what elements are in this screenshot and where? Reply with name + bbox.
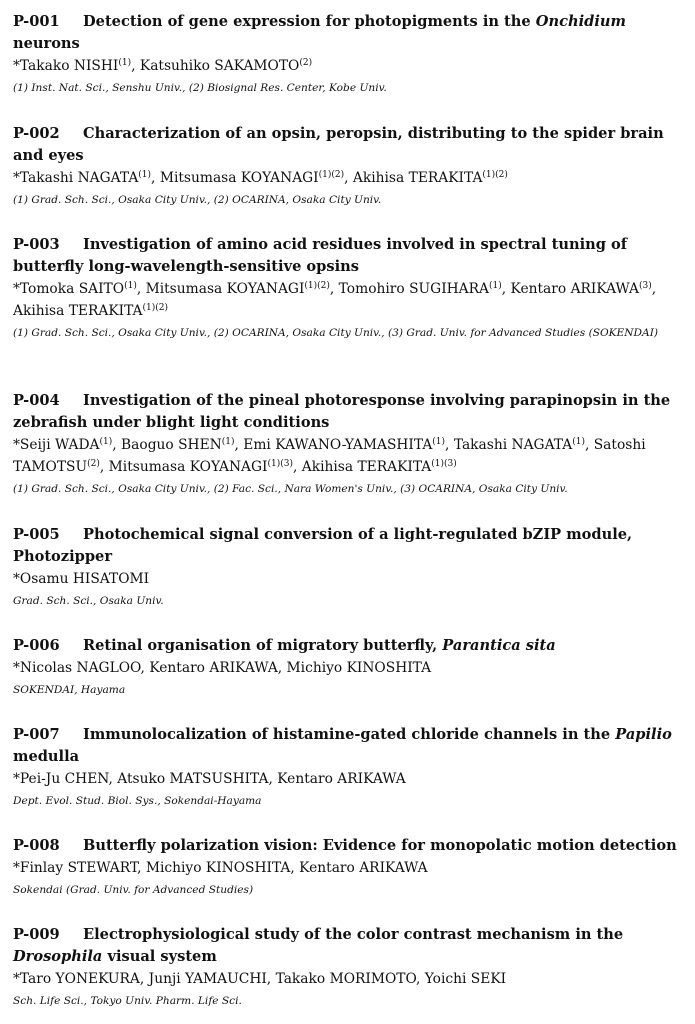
text-segment: *Seiji WADA [13,437,100,453]
text-segment: , Mitsumasa KOYANAGI [151,170,319,186]
text-segment: *Takako NISHI [13,58,119,74]
affiliation-marker: (1)(2) [142,303,169,313]
entry-code: P-006 [13,637,60,654]
text-segment: *Osamu HISATOMI [13,571,150,587]
entry-code: P-004 [13,392,60,409]
italic-term: Parantica sita [442,637,556,654]
entry-code: P-008 [13,837,60,854]
entry-title [13,635,685,657]
affiliation-marker: (1) [221,437,235,447]
entry-affiliation: (1) Grad. Sch. Sci., Osaka City Univ., (2) OCARINA, Osaka City Univ. [13,194,382,206]
title-text [13,13,626,52]
entry-p-002 [13,123,685,211]
entry-code: P-003 [13,236,60,253]
text-segment: *Finlay STEWART, Michiyo KINOSHITA, Kentaro ARIKAWA [13,860,428,876]
entry-p-001 [13,11,685,99]
entry-title [13,924,685,968]
text-segment: , Akihisa TERAKITA [13,281,657,319]
text-segment: Photochemical signal conversion of a light-regulated bZIP module, Photozipper [13,526,633,565]
text-segment: Investigation of amino acid residues involved in spectral tuning of butterfly long-wavelength-sensitive opsins [13,236,628,275]
entry-title [13,11,685,55]
entry-p-006 [13,635,685,701]
title-text [13,236,627,275]
affiliation-marker: (1)(2) [304,281,330,291]
entry-code: P-007 [13,726,60,743]
entry-authors [13,857,685,879]
text-segment: *Nicolas NAGLOO, Kentaro ARIKAWA, Michiyo KINOSHITA [13,660,432,676]
affiliation-marker: (2) [87,459,100,469]
text-segment: medulla [13,748,80,765]
entry-title [13,123,685,167]
text-segment: Characterization of an opsin, peropsin, distributing to the spider brain and eyes [13,125,664,164]
entry-title [13,524,685,568]
affiliation-marker: (3) [638,281,652,291]
italic-term: Drosophila [13,948,103,965]
italic-term: Onchidium [535,13,626,30]
entry-code: P-002 [13,125,60,142]
affiliation-marker: (1) [118,58,132,68]
affiliation-marker: (1)(3) [267,459,293,469]
title-text [83,837,677,854]
italic-term: Papilio [615,726,672,743]
text-segment: Electrophysiological study of the color contrast mechanism in the [83,926,624,943]
entry-p-009 [13,924,685,1012]
text-segment: *Taro YONEKURA, Junji YAMAUCHI, Takako MORIMOTO, Yoichi SEKI [13,971,507,987]
text-segment: , Mitsumasa KOYANAGI [136,281,305,297]
text-segment: , Akihisa TERAKITA [344,170,483,186]
entry-affiliation: (1) Inst. Nat. Sci., Senshu Univ., (2) Biosignal Res. Center, Kobe Univ. [13,82,387,94]
entry-code: P-005 [13,526,60,543]
text-segment: , Tomohiro SUGIHARA [329,281,489,297]
entry-title [13,390,685,434]
affiliation-marker: (1)(2) [482,170,508,180]
entry-authors [13,568,685,590]
text-segment: neurons [13,35,80,52]
affiliation-marker: (1) [489,281,502,291]
entry-title [13,234,685,278]
title-text [13,526,632,565]
entry-authors [13,768,685,790]
entry-affiliation: (1) Grad. Sch. Sci., Osaka City Univ., (2) OCARINA, Osaka City Univ., (3) Grad. Univ. for Advanced Studies (SOKENDAI) [13,327,659,339]
affiliation-marker: (1) [432,437,446,447]
text-segment: , Satoshi TAMOTSU [13,437,646,475]
text-segment: visual system [102,948,217,965]
text-segment: Butterfly polarization vision: Evidence for monopolatic motion detection [83,837,677,854]
entry-code: P-001 [13,13,60,30]
text-segment: , Emi KAWANO-YAMASHITA [234,437,433,453]
text-segment: , Katsuhiko SAKAMOTO [131,58,300,74]
entry-code: P-009 [13,926,60,943]
affiliation-marker: (1) [99,437,113,447]
text-segment: *Pei-Ju CHEN, Atsuko MATSUSHITA, Kentaro ARIKAWA [13,771,406,787]
entry-p-007 [13,724,685,812]
title-text [13,125,664,164]
entry-affiliation: Dept. Evol. Stud. Biol. Sys., Sokendai-Hayama [13,795,262,807]
title-text [13,726,672,765]
affiliation-marker: (1) [572,437,585,447]
text-segment: , Akihisa TERAKITA [292,459,432,475]
entry-affiliation: Sokendai (Grad. Univ. for Advanced Studies) [13,884,254,896]
entry-p-005 [13,524,685,612]
text-segment: *Tomoka SAITO [13,281,125,297]
affiliation-marker: (1)(3) [431,459,457,469]
entry-authors [13,657,685,679]
entry-title [13,835,685,857]
entry-affiliation: (1) Grad. Sch. Sci., Osaka City Univ., (2) Fac. Sci., Nara Women's Univ., (3) OCARINA, Osaka City Univ. [13,483,568,495]
text-segment: Detection of gene expression for photopigments in the [83,13,536,30]
text-segment: Investigation of the pineal photoresponse involving parapinopsin in the zebrafish under blight light conditions [13,392,671,431]
entry-authors [13,55,685,77]
title-text [83,637,556,654]
entry-authors [13,968,685,990]
entry-authors [13,278,685,322]
text-segment: *Takashi NAGATA [13,170,139,186]
entry-p-003 [13,234,685,344]
entry-p-008 [13,835,685,901]
text-segment: , Baoguo SHEN [112,437,222,453]
affiliation-marker: (1)(2) [318,170,345,180]
text-segment: Immunolocalization of histamine-gated chloride channels in the [83,726,616,743]
entry-affiliation: Grad. Sch. Sci., Osaka Univ. [13,595,164,607]
text-segment: , Takashi NAGATA [445,437,573,453]
entry-authors [13,434,685,478]
title-text [13,392,670,431]
entry-authors [13,167,685,189]
entry-affiliation: SOKENDAI, Hayama [13,684,126,696]
text-segment: , Kentaro ARIKAWA [501,281,639,297]
text-segment: Retinal organisation of migratory butterfly, [83,637,443,654]
affiliation-marker: (2) [299,58,313,68]
entry-title [13,724,685,768]
title-text [13,926,623,965]
entry-affiliation: Sch. Life Sci., Tokyo Univ. Pharm. Life Sci. [13,995,242,1007]
text-segment: , Mitsumasa KOYANAGI [99,459,268,475]
affiliation-marker: (1) [138,170,152,180]
entry-p-004 [13,390,685,500]
affiliation-marker: (1) [124,281,137,291]
